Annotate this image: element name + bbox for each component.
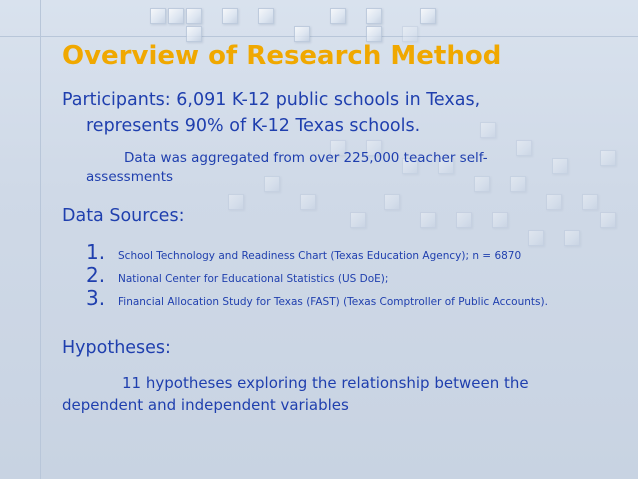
participants-line-2: represents 90% of K-12 Texas schools.	[86, 116, 421, 136]
slide-title: Overview of Research Method	[62, 41, 502, 71]
hypotheses-line-1: 11 hypotheses exploring the relationship between the	[122, 374, 529, 392]
list-item-number: 1.	[86, 240, 106, 264]
participants-note	[86, 149, 626, 187]
list-item-number: 3.	[86, 286, 106, 310]
participants-line-1: Participants: 6,091 K-12 public schools in Texas,	[62, 90, 481, 110]
participants-note-line-1: Data was aggregated from over 225,000 teacher self-	[124, 150, 488, 166]
participants-note-line-2: assessments	[86, 169, 174, 185]
data-sources-list	[86, 240, 626, 309]
list-item	[86, 263, 626, 286]
hypotheses-heading: Hypotheses:	[62, 338, 171, 358]
data-sources-heading: Data Sources:	[62, 206, 185, 226]
hypotheses-text	[62, 372, 622, 416]
hypotheses-line-2: dependent and independent variables	[62, 396, 349, 414]
list-item	[86, 240, 626, 263]
list-item-text: National Center for Educational Statistics (US DoE);	[118, 273, 389, 285]
list-item-text: Financial Allocation Study for Texas (FAST) (Texas Comptroller of Public Accounts).	[118, 296, 548, 308]
list-item-text: School Technology and Readiness Chart (Texas Education Agency); n = 6870	[118, 250, 522, 262]
list-item	[86, 286, 626, 309]
participants-text	[62, 87, 622, 139]
list-item-number: 2.	[86, 263, 106, 287]
